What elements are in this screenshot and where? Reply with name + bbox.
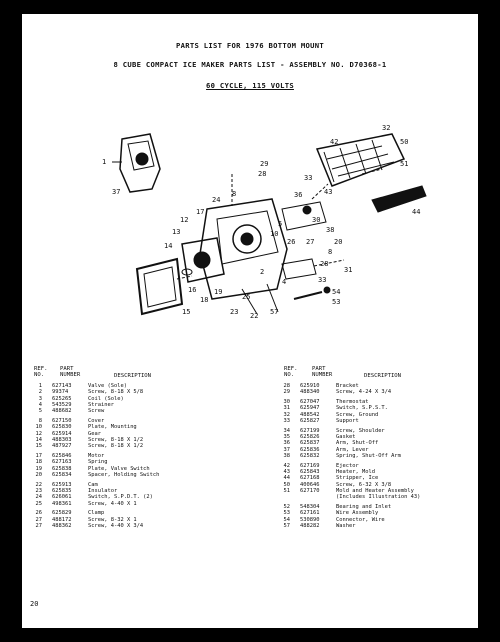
description-cell: Plate, Valve Switch [88, 465, 150, 472]
part-number-cell: 625913 [52, 481, 72, 488]
svg-text:53: 53 [332, 298, 341, 306]
description-cell: Bracket [336, 383, 359, 389]
ref-number-cell: 12 [35, 430, 42, 437]
part-number-cell: 627143 [52, 383, 72, 389]
description-cell: Strainer [88, 401, 114, 408]
svg-text:50: 50 [400, 138, 409, 146]
ref-number-cell: 24 [35, 494, 42, 501]
description-cell: Valve (Sole) [88, 383, 127, 389]
svg-text:17: 17 [196, 208, 205, 216]
left-part-header [60, 366, 80, 379]
svg-text:20: 20 [334, 238, 343, 246]
description-cell: Screw, 4-40 X 3/4 [88, 523, 144, 529]
svg-text:37: 37 [112, 188, 121, 196]
description-cell: Cam [88, 481, 98, 488]
description-cell: Stripper, Ice [336, 475, 379, 482]
svg-text:14: 14 [164, 242, 173, 250]
svg-text:4: 4 [282, 278, 287, 286]
no-header-label: NO. [34, 372, 45, 379]
ref-number-cell: 32 [283, 411, 290, 418]
part-number-cell: 626061 [52, 494, 72, 501]
part-number-cell: 625265 [52, 395, 72, 402]
ref-header-label: REF. [34, 366, 48, 372]
svg-text:32: 32 [382, 124, 391, 132]
exploded-parts-diagram [82, 114, 442, 344]
description-cell: Connector, Wire [336, 516, 385, 523]
description-cell: Plate, Mounting [88, 424, 137, 431]
description-cell: Thermostat [336, 399, 369, 406]
part-number-cell: 548304 [300, 504, 320, 511]
ref-number-cell: 15 [35, 443, 42, 450]
part-header-label: PART [312, 366, 326, 372]
number-header-label: NUMBER [60, 372, 81, 379]
description-cell: Wire Assembly [336, 510, 379, 517]
right-description-header: DESCRIPTION [364, 373, 402, 379]
ref-number-cell: 2 [38, 389, 42, 396]
title-line-3: 60 CYCLE, 115 VOLTS [206, 81, 294, 90]
part-number-cell: 625834 [52, 471, 72, 478]
number-header-label: NUMBER [312, 372, 333, 379]
svg-text:28: 28 [320, 260, 329, 268]
description-cell: Motor [88, 453, 105, 459]
svg-text:33: 33 [304, 174, 313, 182]
part-number-cell: 625826 [300, 434, 320, 441]
left-description-header: DESCRIPTION [114, 373, 152, 379]
svg-text:24: 24 [212, 196, 221, 204]
description-cell: Ejector [336, 462, 359, 469]
ref-number-cell: 37 [283, 446, 290, 453]
svg-text:54: 54 [332, 288, 341, 296]
ref-number-cell: 35 [283, 434, 290, 441]
ref-number-cell: 10 [35, 424, 42, 431]
description-cell: Screw, 6-32 X 3/8 [336, 481, 392, 488]
description-cell: Cover [88, 418, 105, 424]
description-cell: Screw, 8-18 X 1/2 [88, 436, 144, 443]
part-number-cell: 625832 [300, 453, 320, 459]
part-number-cell: 625846 [52, 453, 72, 459]
part-number-cell: 625837 [300, 440, 320, 447]
part-number-cell: 627163 [52, 459, 72, 466]
ref-number-cell: 27 [35, 516, 42, 523]
description-cell: Spring, Shut-Off Arm [336, 453, 401, 459]
part-number-cell: 627150 [52, 418, 72, 424]
title-line-2: 8 CUBE COMPACT ICE MAKER PARTS LIST - ASSEMBLY NO. D70368-1 [113, 60, 387, 69]
part-number-cell: 625827 [300, 418, 320, 424]
ref-number-cell: 50 [283, 481, 290, 488]
part-number-cell: 543529 [52, 401, 72, 408]
ref-number-cell: 38 [283, 453, 290, 459]
ref-number-cell: 27 [35, 523, 42, 529]
ref-number-cell: 31 [283, 405, 290, 412]
description-cell: Arm, Lever [336, 446, 369, 453]
part-number-cell: 488282 [300, 523, 320, 529]
part-number-cell: 627170 [300, 488, 320, 494]
svg-text:43: 43 [324, 188, 333, 196]
svg-text:2: 2 [260, 268, 265, 276]
ref-number-cell: 26 [35, 510, 42, 517]
part-number-cell: 625829 [52, 510, 72, 517]
svg-text:16: 16 [188, 286, 197, 294]
svg-text:30: 30 [312, 216, 321, 224]
description-cell: Switch, S.P.D.T. (2) [88, 494, 153, 501]
svg-text:15: 15 [182, 308, 191, 316]
description-cell: (Includes Illustration 43) [336, 494, 421, 501]
svg-text:57: 57 [270, 308, 279, 316]
svg-text:22: 22 [250, 312, 259, 320]
description-cell: Spring [88, 459, 108, 466]
svg-text:19: 19 [214, 288, 223, 296]
ref-number-cell: 22 [35, 481, 42, 488]
svg-text:26: 26 [287, 238, 296, 246]
part-number-cell: 400646 [300, 481, 320, 488]
ref-number-cell: 42 [283, 462, 290, 469]
ref-number-cell: 51 [283, 488, 290, 494]
title-line-1: PARTS LIST FOR 1976 BOTTOM MOUNT [175, 41, 325, 50]
part-number-cell: 487927 [52, 443, 72, 450]
ref-number-cell: 36 [283, 440, 290, 447]
svg-text:42: 42 [330, 138, 339, 146]
part-number-cell: 530890 [300, 516, 320, 523]
no-header-label: NO. [284, 372, 295, 379]
ref-number-cell: 20 [35, 471, 42, 478]
ref-number-cell: 33 [283, 418, 290, 424]
svg-text:13: 13 [172, 228, 181, 236]
description-cell: Heater, Mold [336, 469, 375, 476]
svg-text:29: 29 [260, 160, 269, 168]
ref-number-cell: 5 [38, 408, 42, 415]
part-number-cell: 625835 [52, 488, 72, 494]
description-cell: Switch, S.P.S.T. [336, 405, 388, 412]
ref-number-cell: 30 [283, 399, 290, 406]
svg-text:8: 8 [328, 248, 333, 256]
svg-text:23: 23 [230, 308, 239, 316]
description-cell: Screw, 4-40 X 1 [88, 500, 137, 507]
part-number-cell: 627168 [300, 475, 320, 482]
right-part-header [312, 366, 332, 379]
part-number-cell: 625836 [300, 446, 320, 453]
description-cell: Screw, 8-18 X 1/2 [88, 443, 144, 450]
description-cell: Gasket [336, 434, 356, 441]
ref-number-cell: 23 [35, 488, 42, 494]
part-number-cell: 99374 [52, 389, 69, 396]
svg-text:10: 10 [270, 230, 279, 238]
part-header-label: PART [60, 366, 74, 372]
ref-number-cell: 17 [35, 453, 42, 459]
description-cell: Spacer, Holding Switch [88, 471, 160, 478]
part-number-cell: 488340 [300, 389, 320, 396]
description-cell: Bearing and Inlet [336, 504, 392, 511]
part-number-cell: 625910 [300, 383, 320, 389]
ref-number-cell: 57 [283, 523, 290, 529]
svg-text:31: 31 [344, 266, 353, 274]
svg-text:27: 27 [306, 238, 315, 246]
ref-number-cell: 52 [283, 504, 290, 511]
ref-number-cell: 28 [283, 383, 290, 389]
description-cell: Support [336, 418, 359, 424]
svg-text:28: 28 [258, 170, 267, 178]
ref-number-cell: 1 [38, 383, 42, 389]
ref-number-cell: 54 [283, 516, 290, 523]
description-cell: Insulator [88, 488, 118, 494]
part-number-cell: 498361 [52, 500, 72, 507]
ref-number-cell: 8 [38, 418, 42, 424]
ref-number-cell: 43 [283, 469, 290, 476]
svg-text:12: 12 [180, 216, 189, 224]
svg-text:44: 44 [412, 208, 421, 216]
part-number-cell: 625947 [300, 405, 320, 412]
part-number-cell: 627169 [300, 462, 320, 469]
page-number: 20 [30, 600, 39, 608]
description-cell: Washer [336, 523, 356, 529]
ref-number-cell: 44 [283, 475, 290, 482]
svg-text:25: 25 [242, 293, 251, 301]
description-cell: Clamp [88, 510, 105, 517]
description-cell: Mold and Heater Assembly [336, 488, 414, 494]
part-number-cell: 488172 [52, 516, 72, 523]
part-number-cell: 625843 [300, 469, 320, 476]
ref-number-cell: 18 [35, 459, 42, 466]
svg-text:51: 51 [400, 160, 409, 168]
ref-number-cell: 53 [283, 510, 290, 517]
right-ref-header [284, 366, 297, 379]
description-cell: Arm, Shut-Off [336, 440, 379, 447]
svg-text:36: 36 [294, 191, 303, 199]
description-cell: Screw, 8-32 X 1 [88, 516, 137, 523]
svg-text:5: 5 [278, 220, 283, 228]
svg-text:38: 38 [326, 226, 335, 234]
ref-number-cell: 4 [38, 401, 42, 408]
parts-list-page [22, 14, 478, 628]
description-cell: Coil (Sole) [88, 395, 124, 402]
part-number-cell: 627161 [300, 510, 320, 517]
part-number-cell: 625838 [52, 465, 72, 472]
svg-text:1: 1 [102, 158, 107, 166]
description-cell: Screw, 4-24 X 3/4 [336, 389, 392, 396]
part-number-cell: 625830 [52, 424, 72, 431]
description-cell: Screw [88, 408, 105, 415]
description-cell: Gear [88, 430, 101, 437]
description-cell: Screw, Shoulder [336, 427, 385, 434]
ref-number-cell: 3 [38, 395, 42, 402]
part-number-cell: 625914 [52, 430, 72, 437]
description-cell: Screw, 8-18 X 5/8 [88, 389, 144, 396]
svg-text:18: 18 [200, 296, 209, 304]
part-number-cell: 488303 [52, 436, 72, 443]
description-cell: Screw, Ground [336, 411, 379, 418]
part-number-cell: 488682 [52, 408, 72, 415]
ref-number-cell: 34 [283, 427, 290, 434]
part-number-cell: 488542 [300, 411, 320, 418]
svg-text:33: 33 [318, 276, 327, 284]
ref-number-cell: 25 [35, 500, 42, 507]
part-number-cell: 488362 [52, 523, 72, 529]
ref-number-cell: 29 [283, 389, 290, 396]
ref-header-label: REF. [284, 366, 298, 372]
part-number-cell: 627199 [300, 427, 320, 434]
part-number-cell: 627047 [300, 399, 320, 406]
left-ref-header [34, 366, 47, 379]
svg-text:8: 8 [232, 190, 237, 198]
ref-number-cell: 19 [35, 465, 42, 472]
ref-number-cell: 14 [35, 436, 42, 443]
